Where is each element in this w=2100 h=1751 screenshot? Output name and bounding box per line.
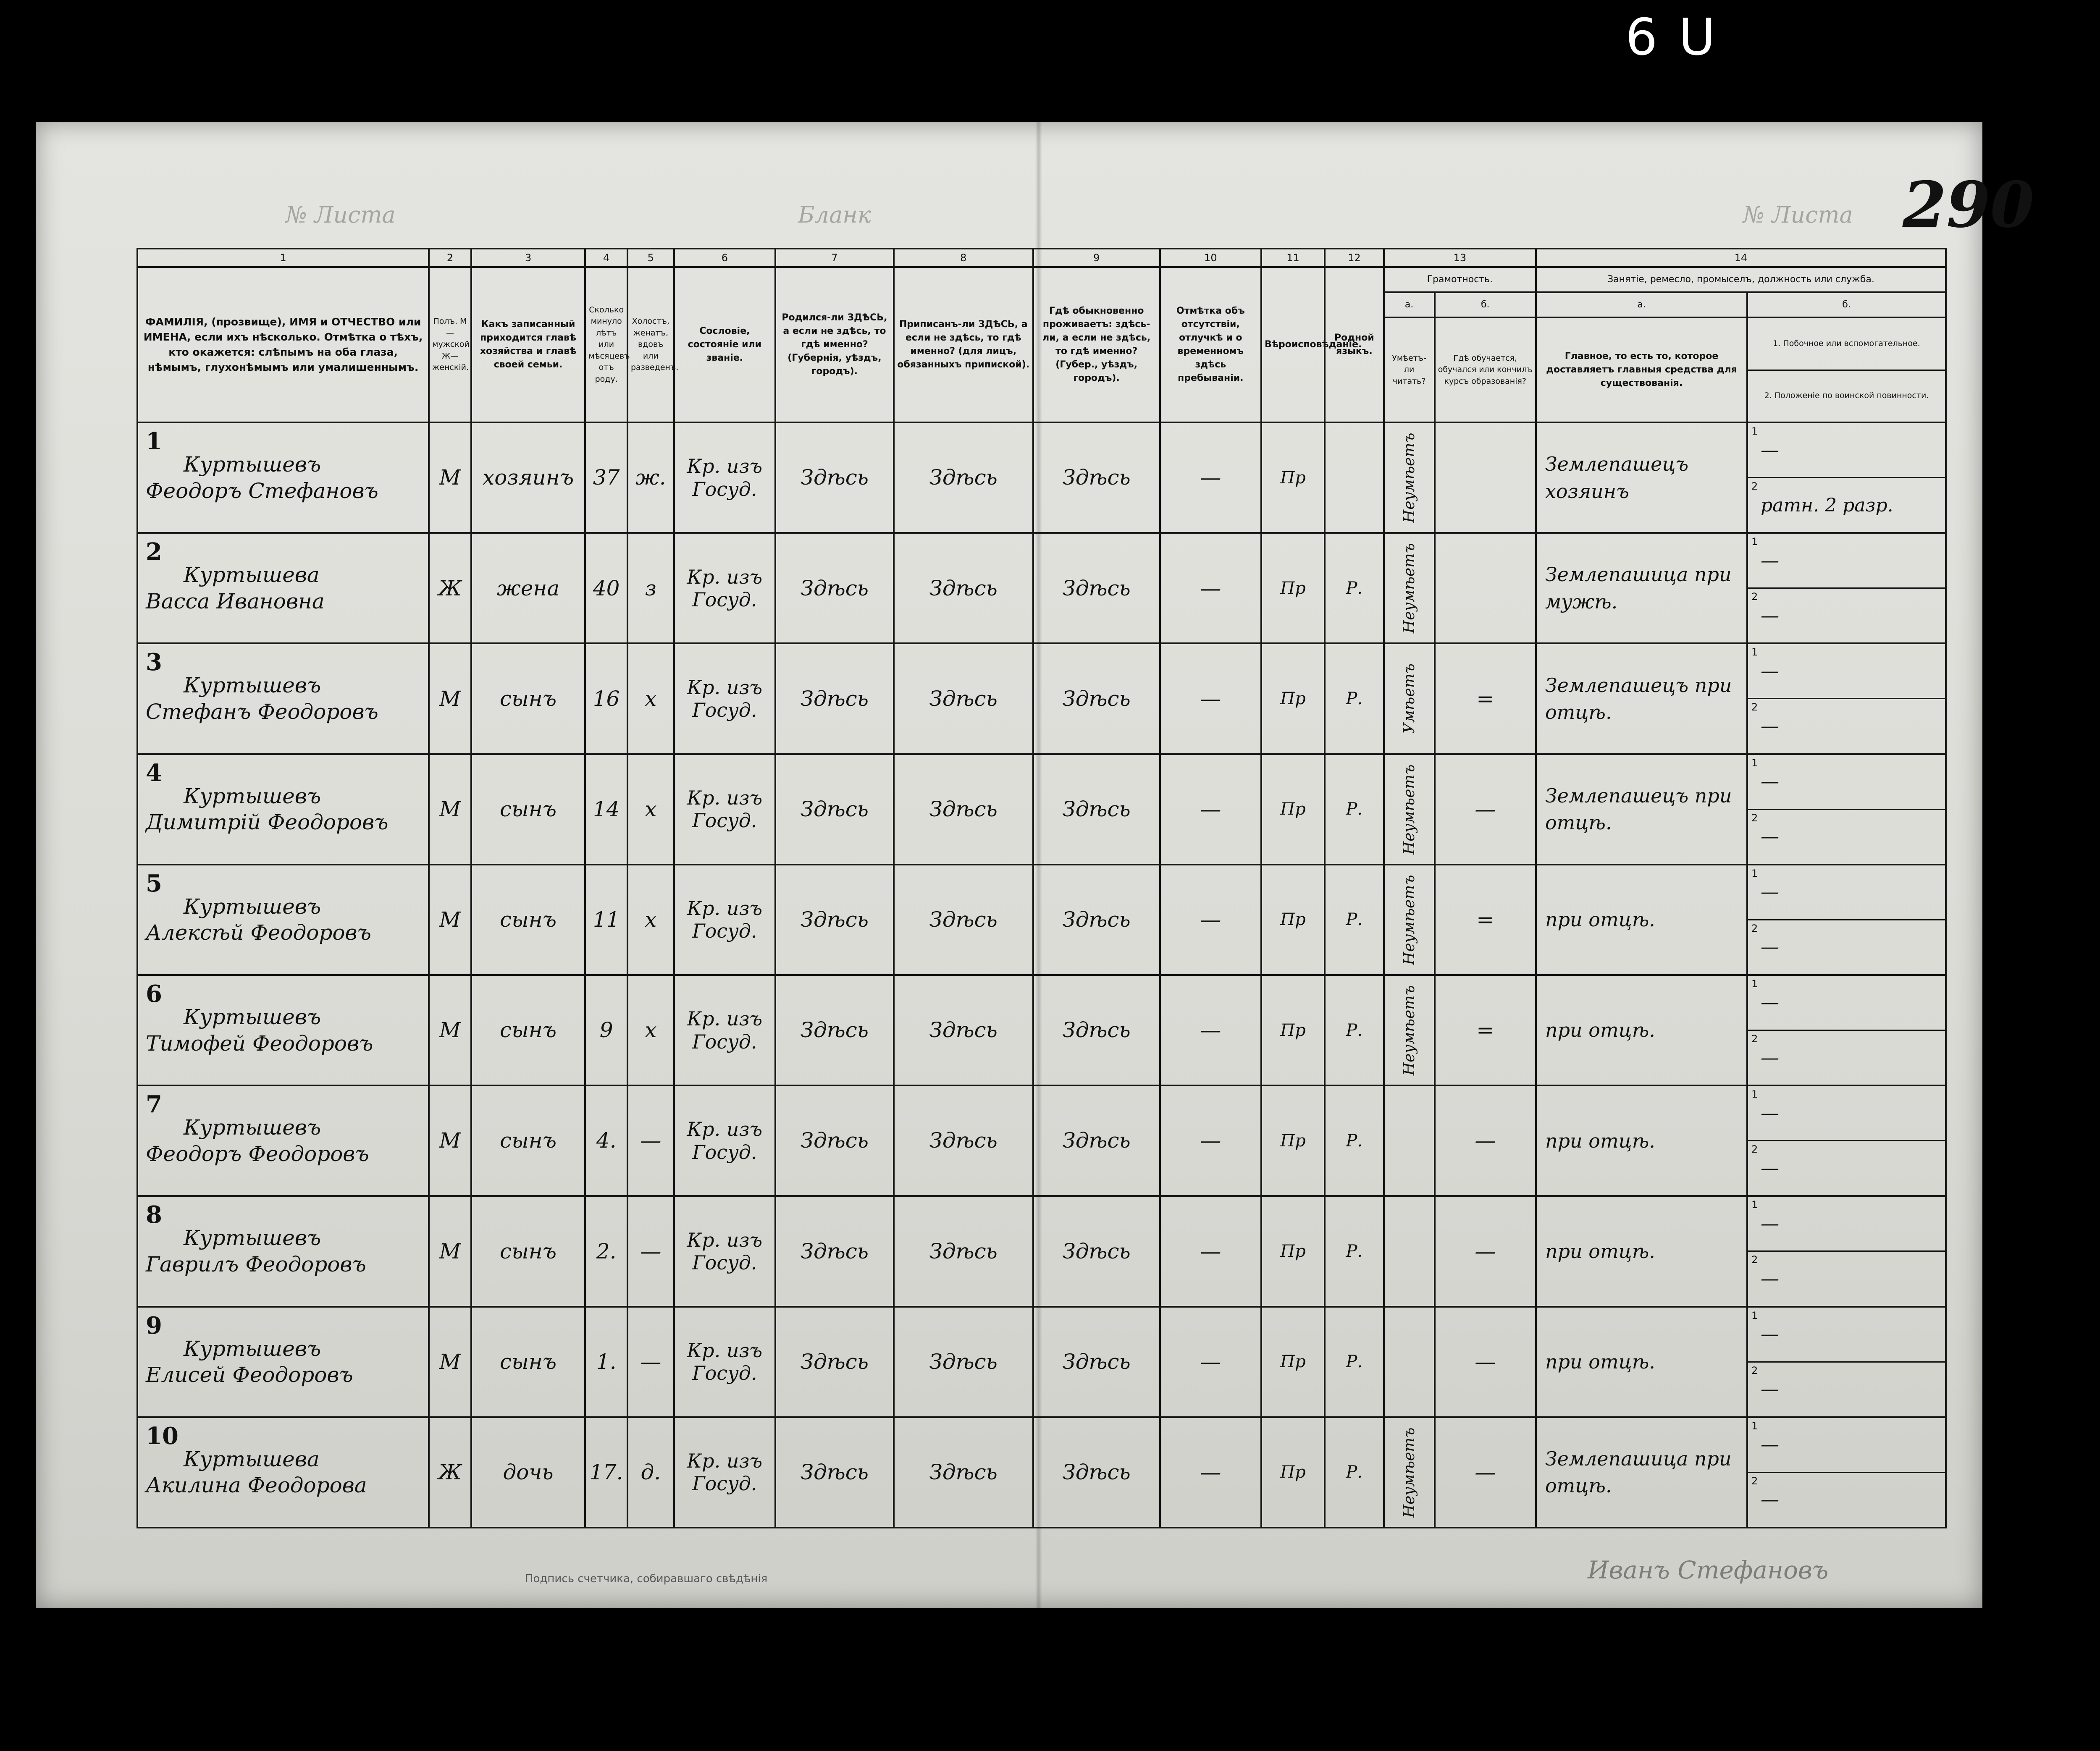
folio-number: 290 [1903,168,2034,242]
person-religion: Пр [1261,1307,1325,1417]
person-given-name: Тимофей Феодоровъ [146,1031,373,1056]
person-absence: — [1160,1307,1261,1417]
person-religion: Пр [1261,1196,1325,1306]
secondary-occupation: 1 — [1748,755,1945,810]
person-residence: Здѣсь [1033,422,1160,533]
header-sex: Полъ. М—мужской. Ж—женскій. [429,267,471,422]
person-language: Р. [1325,643,1384,754]
person-education: = [1435,975,1536,1085]
military-status-value: — [1761,1268,1780,1290]
secondary-occupation-value: — [1761,1324,1780,1345]
person-registered: Здѣсь [894,533,1033,643]
person-sex: Ж [429,533,471,643]
header-birthplace: Родился-ли ЗДѢСЬ, а если не здѣсь, то гдѣ именно? (Губернія, уѣздъ, городъ). [775,267,894,422]
header-marital: Холостъ, женатъ, вдовъ или разведенъ. [627,267,674,422]
person-sex: М [429,422,471,533]
person-birthplace: Здѣсь [775,1196,894,1306]
person-occupation: Землепашица при мужѣ. [1536,533,1747,643]
person-surname: Куртышевъ [184,894,321,919]
person-relation: сынъ [471,643,585,754]
person-marital: х [627,865,674,975]
military-status: 2 — [1751,1033,1780,1069]
person-literacy: Неумѣетъ [1384,422,1435,533]
person-literacy: Неумѣетъ [1384,533,1435,643]
person-relation: сынъ [471,754,585,865]
person-estate: Кр. изъ Госуд. [674,1196,775,1306]
col-number: 3 [471,249,585,267]
col-number: 6 [674,249,775,267]
military-status-value: — [1761,605,1780,626]
person-given-name: Акилина Феодорова [146,1473,367,1498]
person-language [1325,422,1384,533]
table-row [137,1196,1946,1306]
person-occupation: Землепашецъ хозяинъ [1536,422,1747,533]
person-education: — [1435,1307,1536,1417]
person-surname: Куртышева [184,563,320,587]
person-birthplace: Здѣсь [775,1085,894,1196]
table-row [137,1085,1946,1196]
header-language: Родной языкъ. [1325,267,1384,422]
col-number: 14 [1536,249,1946,267]
person-absence: — [1160,1196,1261,1306]
person-occupation: Землепашецъ при отцѣ. [1536,754,1747,865]
person-marital: д. [627,1417,674,1528]
person-absence: — [1160,1085,1261,1196]
military-status: 2 — [1751,1475,1780,1511]
counter-signature: Иванъ Стефановъ [1588,1556,1829,1584]
person-occupation: Землепашица при отцѣ. [1536,1417,1747,1528]
col-number: 4 [585,249,627,267]
person-age: 11 [585,865,627,975]
table-row [137,865,1946,975]
military-status: 2 — [1751,591,1780,626]
person-given-name: Феодоръ Стефановъ [146,478,378,503]
person-age: 37 [585,422,627,533]
row-number: 5 [146,869,162,897]
person-relation: хозяинъ [471,422,585,533]
person-sex: М [429,1196,471,1306]
col-number: 13 [1384,249,1536,267]
person-literacy [1384,1196,1435,1306]
table-row [137,975,1946,1085]
person-name [137,1307,429,1417]
person-name [137,1085,429,1196]
person-religion: Пр [1261,754,1325,865]
ghost-header-left: № Листа [286,202,396,228]
military-status: 2 — [1751,922,1780,958]
secondary-occupation-value: — [1761,1213,1780,1235]
person-marital: — [627,1085,674,1196]
person-surname: Куртышевъ [184,1005,321,1030]
person-language: Р. [1325,975,1384,1085]
person-religion: Пр [1261,422,1325,533]
person-birthplace: Здѣсь [775,865,894,975]
row-number: 4 [146,759,162,787]
person-language: Р. [1325,1085,1384,1196]
secondary-occupation-value: — [1761,1102,1780,1124]
person-secondary [1747,1196,1946,1306]
person-absence: — [1160,865,1261,975]
person-religion: Пр [1261,865,1325,975]
col-number: 8 [894,249,1033,267]
person-occupation: при отцѣ. [1536,975,1747,1085]
secondary-occupation: 1 — [1748,423,1945,478]
person-surname: Куртышевъ [184,673,321,698]
header-education: Гдѣ обучается, обучался или кончилъ курсъ образованія? [1435,317,1536,422]
person-relation: жена [471,533,585,643]
person-estate: Кр. изъ Госуд. [674,865,775,975]
table-row [137,533,1946,643]
ghost-header-center: Бланк [798,202,872,228]
military-status-value: — [1761,716,1780,737]
person-name [137,1196,429,1306]
person-residence: Здѣсь [1033,865,1160,975]
person-marital: ж. [627,422,674,533]
person-absence: — [1160,1417,1261,1528]
person-relation: сынъ [471,1196,585,1306]
person-absence: — [1160,422,1261,533]
header-name: ФАМИЛІЯ, (прозвище), ИМЯ и ОТЧЕСТВО или ИМЕНА, если ихъ нѣсколько. Отмѣтка о тѣхъ, кто окажется: слѣпымъ на оба глаза, нѣмымъ, глухонѣмымъ или умалишеннымъ. [137,267,429,422]
person-absence: — [1160,975,1261,1085]
person-literacy: Умѣетъ [1384,643,1435,754]
person-birthplace: Здѣсь [775,754,894,865]
row-number: 3 [146,648,162,676]
person-religion: Пр [1261,533,1325,643]
person-education [1435,422,1536,533]
secondary-occupation: 1 — [1748,644,1945,699]
person-registered: Здѣсь [894,1085,1033,1196]
person-residence: Здѣсь [1033,643,1160,754]
person-religion: Пр [1261,975,1325,1085]
person-estate: Кр. изъ Госуд. [674,533,775,643]
person-relation: сынъ [471,865,585,975]
person-birthplace: Здѣсь [775,643,894,754]
person-age: 17. [585,1417,627,1528]
person-secondary [1747,1307,1946,1417]
person-age: 1. [585,1307,627,1417]
person-estate: Кр. изъ Госуд. [674,754,775,865]
person-name [137,422,429,533]
row-number: 2 [146,538,162,566]
person-registered: Здѣсь [894,865,1033,975]
person-given-name: Димитрій Феодоровъ [146,810,388,835]
person-surname: Куртышевъ [184,1115,321,1140]
header-age: Сколько минуло лѣтъ или мѣсяцевъ отъ роду. [585,267,627,422]
military-status-value: — [1761,1047,1780,1069]
secondary-occupation-value: — [1761,881,1780,903]
person-occupation: при отцѣ. [1536,865,1747,975]
person-secondary [1747,865,1946,975]
person-estate: Кр. изъ Госуд. [674,422,775,533]
person-language: Р. [1325,1417,1384,1528]
person-surname: Куртышевъ [184,452,321,477]
person-given-name: Васса Ивановна [146,589,325,613]
person-surname: Куртышевъ [184,1336,321,1361]
person-literacy: Неумѣетъ [1384,865,1435,975]
header-literacy-a-letter: а. [1384,292,1435,317]
person-estate: Кр. изъ Госуд. [674,1307,775,1417]
person-secondary [1747,975,1946,1085]
person-registered: Здѣсь [894,1307,1033,1417]
person-secondary [1747,754,1946,865]
person-marital: — [627,1196,674,1306]
person-relation: дочь [471,1417,585,1528]
header-secondary-1: 1. Побочное или вспомогательное. [1748,318,1945,371]
military-status-value: ратн. 2 разр. [1761,494,1893,516]
person-language: Р. [1325,1307,1384,1417]
person-sex: М [429,754,471,865]
col-number: 5 [627,249,674,267]
secondary-occupation-value: — [1761,771,1780,793]
secondary-occupation: 1 — [1748,1308,1945,1363]
person-occupation: при отцѣ. [1536,1307,1747,1417]
person-religion: Пр [1261,1085,1325,1196]
military-status: 2 — [1751,1143,1780,1179]
person-registered: Здѣсь [894,1196,1033,1306]
person-age: 40 [585,533,627,643]
person-absence: — [1160,754,1261,865]
header-estate: Сословіе, состояніе или званіе. [674,267,775,422]
person-estate: Кр. изъ Госуд. [674,1417,775,1528]
header-religion: Вѣроисповѣданіе. [1261,267,1325,422]
secondary-occupation-value: — [1761,439,1780,461]
person-registered: Здѣсь [894,975,1033,1085]
person-marital: — [627,1307,674,1417]
person-given-name: Алексѣй Феодоровъ [146,920,371,945]
header-occupation-a-letter: а. [1536,292,1747,317]
row-number: 6 [146,980,162,1008]
secondary-occupation-value: — [1761,992,1780,1014]
military-status: 2 — [1751,1254,1780,1290]
person-sex: М [429,643,471,754]
person-religion: Пр [1261,1417,1325,1528]
person-surname: Куртышевъ [184,1226,321,1250]
header-residence: Гдѣ обыкновенно проживаетъ: здѣсь-ли, а если не здѣсь, то гдѣ именно? (Губер., уѣздъ, городъ). [1033,267,1160,422]
person-language: Р. [1325,1196,1384,1306]
row-number: 9 [146,1311,162,1339]
person-education: — [1435,754,1536,865]
person-estate: Кр. изъ Госуд. [674,643,775,754]
person-religion: Пр [1261,643,1325,754]
person-secondary [1747,422,1946,533]
person-marital: х [627,975,674,1085]
person-literacy [1384,1307,1435,1417]
person-education: = [1435,865,1536,975]
person-residence: Здѣсь [1033,1307,1160,1417]
person-residence: Здѣсь [1033,1085,1160,1196]
person-age: 16 [585,643,627,754]
archive-corner-mark: 6 U [1625,8,1718,67]
col-number: 1 [137,249,429,267]
person-secondary [1747,1417,1946,1528]
military-status-value: — [1761,936,1780,958]
person-absence: — [1160,643,1261,754]
person-occupation: при отцѣ. [1536,1196,1747,1306]
secondary-occupation: 1 — [1748,1418,1945,1473]
person-sex: М [429,975,471,1085]
col-number: 9 [1033,249,1160,267]
person-birthplace: Здѣсь [775,975,894,1085]
person-age: 4. [585,1085,627,1196]
person-relation: сынъ [471,975,585,1085]
person-birthplace: Здѣсь [775,422,894,533]
person-marital: х [627,754,674,865]
header-can-read: Умѣетъ-ли читать? [1384,317,1435,422]
person-sex: М [429,1307,471,1417]
person-secondary [1747,533,1946,643]
person-secondary [1747,1085,1946,1196]
person-marital: х [627,643,674,754]
person-registered: Здѣсь [894,754,1033,865]
header-occupation-b-letter: б. [1747,292,1946,317]
secondary-occupation: 1 — [1748,976,1945,1031]
person-registered: Здѣсь [894,1417,1033,1528]
person-age: 9 [585,975,627,1085]
person-name [137,643,429,754]
secondary-occupation: 1 — [1748,865,1945,920]
person-sex: Ж [429,1417,471,1528]
row-number: 7 [146,1090,162,1119]
secondary-occupation: 1 — [1748,1086,1945,1141]
person-registered: Здѣсь [894,422,1033,533]
person-sex: М [429,865,471,975]
person-name [137,1417,429,1528]
person-name [137,975,429,1085]
person-education: — [1435,1085,1536,1196]
person-name [137,865,429,975]
col-number: 7 [775,249,894,267]
person-secondary [1747,643,1946,754]
row-number: 8 [146,1201,162,1229]
person-residence: Здѣсь [1033,754,1160,865]
header-literacy: Грамотность. [1384,267,1536,292]
column-number-row [137,249,1946,267]
table-row [137,422,1946,533]
row-number: 10 [146,1422,178,1450]
census-table [136,248,1947,1528]
person-language: Р. [1325,533,1384,643]
military-status-value: — [1761,1379,1780,1400]
person-language: Р. [1325,865,1384,975]
person-education: — [1435,1196,1536,1306]
secondary-occupation: 1 — [1748,1197,1945,1252]
secondary-occupation-value: — [1761,550,1780,571]
person-education [1435,533,1536,643]
person-age: 14 [585,754,627,865]
person-residence: Здѣсь [1033,533,1160,643]
person-relation: сынъ [471,1085,585,1196]
person-surname: Куртышевъ [184,784,321,808]
person-education: — [1435,1417,1536,1528]
person-given-name: Феодоръ Феодоровъ [146,1141,369,1166]
person-birthplace: Здѣсь [775,1307,894,1417]
person-name [137,754,429,865]
header-secondary-occupation [1747,317,1946,422]
ghost-header-right: № Листа [1743,202,1853,228]
person-surname: Куртышева [184,1447,320,1471]
table-row [137,1417,1946,1528]
military-status: 2 — [1751,1364,1780,1400]
table-row [137,1307,1946,1417]
person-literacy: Неумѣетъ [1384,975,1435,1085]
person-sex: М [429,1085,471,1196]
person-language: Р. [1325,754,1384,865]
person-absence: — [1160,533,1261,643]
header-literacy-b-letter: б. [1435,292,1536,317]
military-status-value: — [1761,1157,1780,1179]
military-status: 2 ратн. 2 разр. [1751,480,1893,516]
person-given-name: Стефанъ Феодоровъ [146,699,378,724]
table-row [137,754,1946,865]
col-number: 11 [1261,249,1325,267]
person-residence: Здѣсь [1033,1417,1160,1528]
footer-note: Подпись счетчика, собиравшаго свѣдѣнія [525,1573,768,1585]
header-occupation: Занятіе, ремесло, промыселъ, должность или служба. [1536,267,1946,292]
col-number: 12 [1325,249,1384,267]
military-status-value: — [1761,826,1780,848]
header-absence: Отмѣтка объ отсутствіи, отлучкѣ и о временномъ здѣсь пребываніи. [1160,267,1261,422]
person-relation: сынъ [471,1307,585,1417]
header-secondary-2: 2. Положеніе по воинской повинности. [1764,391,1929,401]
person-occupation: Землепашецъ при отцѣ. [1536,643,1747,754]
person-estate: Кр. изъ Госуд. [674,1085,775,1196]
person-age: 2. [585,1196,627,1306]
col-number: 10 [1160,249,1261,267]
person-education: = [1435,643,1536,754]
header-relation: Какъ записанный приходится главѣ хозяйства и главѣ своей семьи. [471,267,585,422]
person-given-name: Гаврилъ Феодоровъ [146,1252,366,1277]
person-residence: Здѣсь [1033,975,1160,1085]
secondary-occupation-value: — [1761,1434,1780,1456]
person-literacy [1384,1085,1435,1196]
military-status: 2 — [1751,812,1780,848]
person-name [137,533,429,643]
secondary-occupation: 1 — [1748,534,1945,589]
col-number: 2 [429,249,471,267]
secondary-occupation-value: — [1761,660,1780,682]
header-registered: Приписанъ-ли ЗДѢСЬ, а если не здѣсь, то гдѣ именно? (для лицъ, обязанныхъ припиской). [894,267,1033,422]
table-row [137,643,1946,754]
person-birthplace: Здѣсь [775,533,894,643]
person-marital: з [627,533,674,643]
person-estate: Кр. изъ Госуд. [674,975,775,1085]
row-number: 1 [146,427,162,455]
person-birthplace: Здѣсь [775,1417,894,1528]
person-registered: Здѣсь [894,643,1033,754]
header-main-occupation: Главное, то есть то, которое доставляетъ главныя средства для существованія. [1536,317,1747,422]
person-given-name: Елисей Феодоровъ [146,1363,353,1387]
person-residence: Здѣсь [1033,1196,1160,1306]
military-status: 2 — [1751,701,1780,737]
person-literacy: Неумѣетъ [1384,1417,1435,1528]
military-status-value: — [1761,1489,1780,1511]
person-literacy: Неумѣетъ [1384,754,1435,865]
person-occupation: при отцѣ. [1536,1085,1747,1196]
